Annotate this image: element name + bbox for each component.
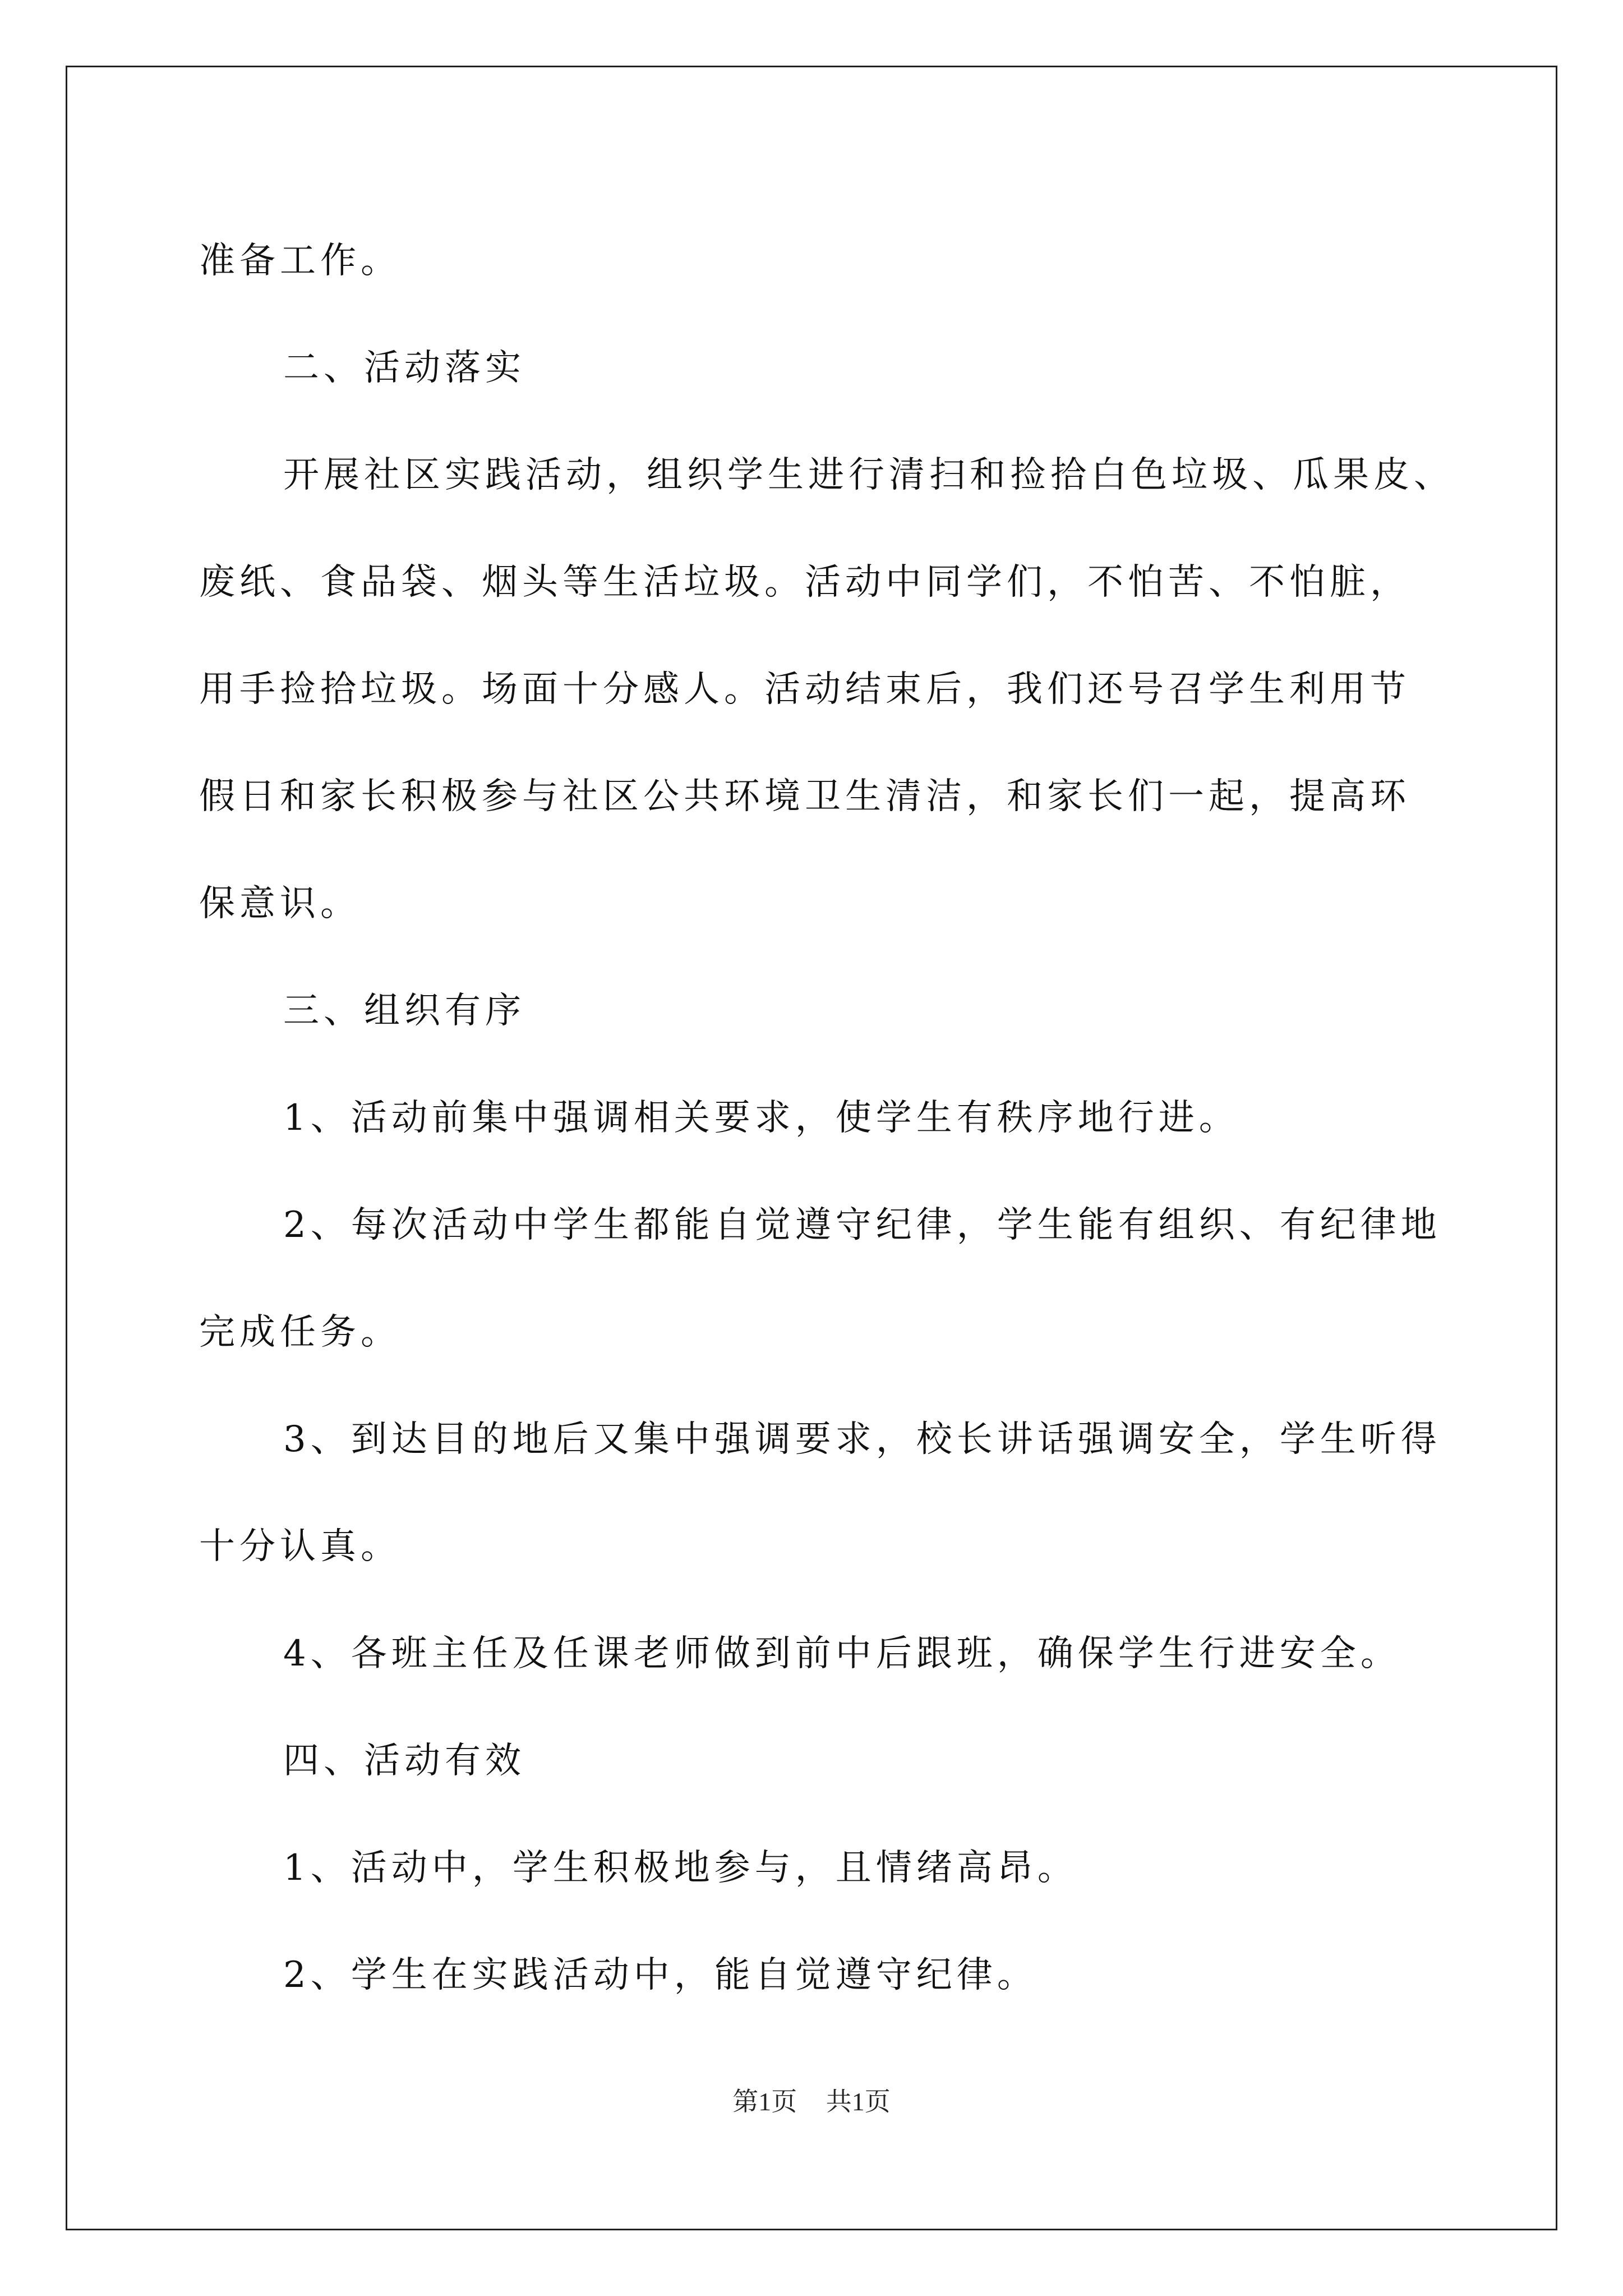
list-item: 4、各班主任及任课老师做到前中后跟班，确保学生行进安全。 <box>283 1633 1401 1674</box>
paragraph: 开展社区实践活动，组织学生进行清扫和捡拾白色垃圾、瓜果皮、 <box>283 454 1454 496</box>
paragraph: 准备工作。 <box>199 240 401 282</box>
paragraph: 假日和家长积极参与社区公共环境卫生清洁，和家长们一起，提高环 <box>199 776 1410 817</box>
page-number: 第1页 <box>732 2087 797 2116</box>
list-item: 3、到达目的地后又集中强调要求，校长讲话强调安全，学生听得 <box>283 1419 1441 1460</box>
paragraph: 废纸、食品袋、烟头等生活垃圾。活动中同学们，不怕苦、不怕脏， <box>199 562 1410 603</box>
list-item: 1、活动前集中强调相关要求，使学生有秩序地行进。 <box>283 1097 1239 1139</box>
section-heading: 四、活动有效 <box>283 1740 525 1782</box>
list-item: 2、每次活动中学生都能自觉遵守纪律，学生能有组织、有纪律地 <box>283 1204 1441 1246</box>
list-item: 1、活动中，学生积极地参与，且情绪高昂。 <box>283 1847 1078 1889</box>
list-item: 2、学生在实践活动中，能自觉遵守纪律。 <box>283 1954 1038 1996</box>
document-body <box>199 208 1454 2029</box>
page-footer <box>0 2081 1623 2118</box>
paragraph: 十分认真。 <box>199 1526 401 1567</box>
section-heading: 二、活动落实 <box>283 347 525 389</box>
paragraph: 保意识。 <box>199 883 361 924</box>
page-total: 共1页 <box>826 2087 891 2116</box>
paragraph: 完成任务。 <box>199 1312 401 1353</box>
paragraph: 用手捡拾垃圾。场面十分感人。活动结束后，我们还号召学生利用节 <box>199 669 1410 710</box>
section-heading: 三、组织有序 <box>283 990 525 1032</box>
